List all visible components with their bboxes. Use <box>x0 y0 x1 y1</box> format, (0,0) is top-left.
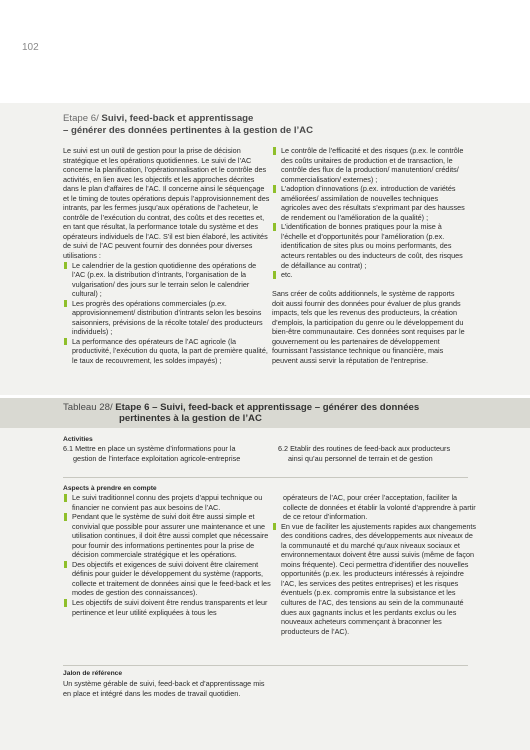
activity-6-2-line2: ainsi qu’au personnel de terrain et de gestion <box>288 453 433 463</box>
list-item: Pendant que le système de suivi doit être aussi simple et convivial que possible pour assurer une maintenance et une utilisation continues, il doit être aussi complet que nécessaire pour fournir des informations pertinentes pour la prise de décision commerciale stratégique et les opérations. <box>63 512 273 560</box>
list-item: L’adoption d’innovations (p.ex. introduction de variétés améliorées/ assimilation de nouvelles techniques agricoles avec des résultats s’exprimant par des hausses de rendement ou l’amélioration de la qualité) ; <box>272 184 468 222</box>
aspects-right-column <box>283 493 479 636</box>
activities-heading: Activities <box>63 436 93 443</box>
activity-6-1-line2: gestion de l’interface exploitation agricole-entreprise <box>73 453 241 463</box>
list-item: Des objectifs et exigences de suivi doivent être clairement définis pour guider le développement du système (rapports, collecte et traitement de données ainsi que le feed-back et les modes de gestion des connaissances). <box>63 560 273 598</box>
table-label: Tableau 28/ <box>63 402 113 413</box>
list-item: En vue de faciliter les ajustements rapides aux changements des conditions cadres, des développements aux niveaux de la communauté et du marché qu’aux niveaux sociaux et environnementaux doivent être aussi suivis (même de façon moins fréquente). Ceci permettra d’identifier des nouvelles opportunités (p.ex. les producteurs intéressés à rejoindre l’AC, les services des petites entreprises) et les risques éventuels (p.ex. compromis entre la subsistance et les cultures de l’AC, des tensions au sein de la communauté dues aux gagnants inclus et les perdants exclus ou les nouveaux acheteurs commençant à braconner les producteurs de l’AC). <box>272 522 479 637</box>
list-item: etc. <box>272 270 468 280</box>
table-title-line1: Etape 6 – Suivi, feed-back et apprentissage – générer des données <box>115 402 420 413</box>
list-item: Les objectifs de suivi doivent être rendus transparents et leur pertinence et leur utilité expliquées à tous les <box>63 598 273 617</box>
step-title-line1: Suivi, feed-back et apprentissage <box>101 113 254 124</box>
table-title-line2: pertinentes à la gestion de l’AC <box>119 413 262 424</box>
page-number: 102 <box>22 42 39 53</box>
activity-6-1-line1: 6.1 Mettre en place un système d’informations pour la <box>63 444 236 453</box>
list-item: Les progrès des opérations commerciales (p.ex. approvisionnement/ distribution d’intrants selon les besoins saisonniers, prévisions de la récolte totale/ des producteurs individuels) ; <box>63 299 271 337</box>
closing-paragraph: Sans créer de coûts additionnels, le système de rapports doit aussi fournir des données pour évaluer de plus grands impacts, tels que les revenus des producteurs, la création d’emplois, la participation du genre ou le développement du bien-être communautaire. Ces données sont requises par le gouvernement ou les partenaires de développement fournissant l’assistance technique ou financière, mais peuvent aussi servir la réputation de l’entreprise. <box>272 289 465 365</box>
step-label: Etape 6/ <box>63 113 99 124</box>
jalon-text: Un système gérable de suivi, feed-back et d’apprentissage mis en place et intégré dans les modes de travail quotidien. <box>63 679 265 698</box>
step-title-line2: – générer des données pertinentes à la gestion de l’AC <box>63 124 314 136</box>
jalon-heading: Jalon de référence <box>63 670 123 677</box>
aspects-heading: Aspects à prendre en compte <box>63 485 157 492</box>
list-item: La performance des opérateurs de l’AC agricole (la productivité, l’exécution du quota, la part de première qualité, le taux de recouvrement, les soldes impayés) ; <box>63 337 271 366</box>
list-item: L’identification de bonnes pratiques pour la mise à l’échelle et d’opportunités pour l’amélioration (p.ex. identification de sites plus ou moins performants, des acteurs rentables ou des inducteurs de coût, des risques de défaillance au contrat) ; <box>272 222 468 270</box>
left-bullet-list <box>63 261 271 366</box>
activity-6-2-line1: 6.2 Etablir des routines de feed-back aux producteurs <box>278 444 451 453</box>
step-heading <box>63 113 463 136</box>
left-column <box>63 146 271 366</box>
list-item: Le suivi traditionnel connu des projets d’appui technique ou financier ne convient pas aux besoins de l’AC. <box>63 493 273 512</box>
divider <box>63 665 468 666</box>
table-title <box>63 402 483 424</box>
list-item: Le contrôle de l’efficacité et des risques (p.ex. le contrôle des coûts unitaires de production et de transaction, le contrôle des flux de la production/ manutention/ crédits/ commercialisation/ externes) ; <box>272 146 468 184</box>
intro-paragraph: Le suivi est un outil de gestion pour la prise de décision stratégique et les opérations quotidiennes. Le suivi de l’AC concerne la planification, l’opérationnalisation et le contrôle des activités, en lien avec les objectifs et les approches décrites dans le plan d’affaires de l’AC. Il concerne ainsi le séquençage et le timing de toutes opérations depuis l’approvisionnement des intrants, par les fermes jusqu’aux opérations de l’acheteur, le contrôle de l’exécution du contrat, des coûts et des recettes et, en tant que résultat, la performance totale du système et des opérateurs individuels de l’AC. S’il est bien élaboré, les activités de suivi de l’AC peuvent fournir des données pour diverses utilisations : <box>63 146 270 261</box>
aspects-right-list <box>283 522 479 637</box>
aspects-continuation: opérateurs de l’AC, pour créer l’acceptation, faciliter la collecte de données et établir la volonté d’apprendre à partir de ce retour d’information. <box>283 493 476 522</box>
activity-6-2 <box>278 444 478 463</box>
activity-6-1 <box>63 444 273 463</box>
right-column <box>272 146 468 366</box>
divider <box>63 477 468 478</box>
aspects-left-list <box>63 493 273 617</box>
list-item: Le calendrier de la gestion quotidienne des opérations de l’AC (p.ex. la distribution d’intrants, l’organisation de la vulgarisation/ des jours sur le terrain selon le calendrier cultural) ; <box>63 261 271 299</box>
right-bullet-list <box>272 146 468 280</box>
aspects-left-column <box>63 493 273 617</box>
